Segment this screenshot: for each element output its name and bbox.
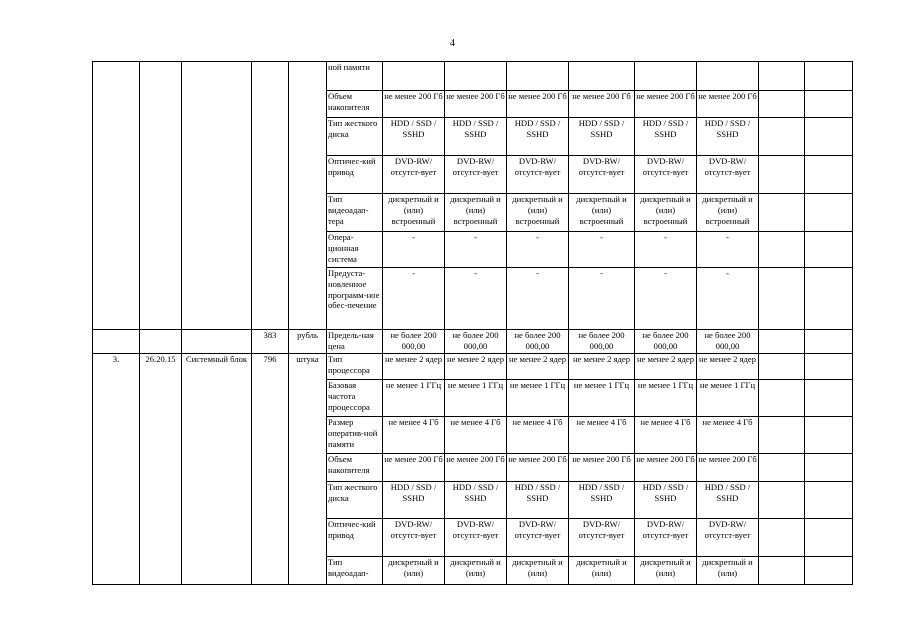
value-cell: дискретный и (или) встроенный bbox=[635, 194, 697, 232]
okpd-code: 26.20.15 bbox=[140, 354, 182, 585]
item-number: 3. bbox=[93, 354, 140, 585]
characteristic-label: ной памяти bbox=[327, 62, 383, 91]
value-cell: не менее 200 Гб bbox=[445, 454, 507, 482]
value-cell: не менее 4 Гб bbox=[697, 417, 759, 454]
value-cell: DVD-RW/отсутст-вует bbox=[507, 519, 569, 557]
characteristics-table bbox=[92, 61, 853, 585]
value-cell: дискретный и (или) bbox=[383, 557, 445, 585]
value-cell: не менее 1 ГГц bbox=[445, 380, 507, 417]
value-cell: HDD / SSD / SSHD bbox=[697, 482, 759, 519]
value-cell: не менее 200 Гб bbox=[383, 454, 445, 482]
value-cell: дискретный и (или) bbox=[445, 557, 507, 585]
value-cell: HDD / SSD / SSHD bbox=[445, 118, 507, 156]
value-cell: не менее 4 Гб bbox=[569, 417, 635, 454]
okpd-cell bbox=[140, 62, 182, 330]
value-cell: дискретный и (или) bbox=[635, 557, 697, 585]
value-cell: не менее 4 Гб bbox=[383, 417, 445, 454]
characteristic-label: Оптичес-кий привод bbox=[327, 519, 383, 557]
empty-cell bbox=[805, 268, 853, 330]
value-cell: - bbox=[507, 268, 569, 330]
value-cell: - bbox=[445, 232, 507, 268]
value-cell: DVD-RW/отсутст-вует bbox=[635, 519, 697, 557]
value-cell: DVD-RW/отсутст-вует bbox=[569, 519, 635, 557]
value-cell: - bbox=[445, 268, 507, 330]
empty-cell bbox=[759, 417, 805, 454]
value-cell: - bbox=[383, 232, 445, 268]
value-cell: HDD / SSD / SSHD bbox=[445, 482, 507, 519]
value-cell: дискретный и (или) встроенный bbox=[697, 194, 759, 232]
code-cell: 383 bbox=[252, 330, 289, 354]
unit-code: 796 bbox=[252, 354, 289, 585]
value-cell: дискретный и (или) встроенный bbox=[383, 194, 445, 232]
value-cell: DVD-RW/отсутст-вует bbox=[507, 156, 569, 194]
value-cell: - bbox=[569, 232, 635, 268]
value-cell: - bbox=[507, 232, 569, 268]
value-cell: дискретный и (или) bbox=[697, 557, 759, 585]
empty-cell bbox=[805, 557, 853, 585]
value-cell: не менее 1 ГГц bbox=[569, 380, 635, 417]
empty-cell bbox=[759, 380, 805, 417]
value-cell: HDD / SSD / SSHD bbox=[569, 482, 635, 519]
value-cell: не менее 2 ядер bbox=[507, 354, 569, 380]
value-cell: не менее 1 ГГц bbox=[635, 380, 697, 417]
value-cell: HDD / SSD / SSHD bbox=[383, 482, 445, 519]
value-cell: не менее 200 Гб bbox=[507, 91, 569, 118]
value-cell: не менее 2 ядер bbox=[697, 354, 759, 380]
value-cell: не менее 1 ГГц bbox=[507, 380, 569, 417]
page-number: 4 bbox=[450, 38, 455, 49]
unit-cell: рубль bbox=[289, 330, 327, 354]
value-cell: не менее 4 Гб bbox=[507, 417, 569, 454]
value-cell: дискретный и (или) встроенный bbox=[507, 194, 569, 232]
value-cell: не менее 200 Гб bbox=[697, 454, 759, 482]
value-cell: HDD / SSD / SSHD bbox=[507, 118, 569, 156]
value-cell: дискретный и (или) встроенный bbox=[445, 194, 507, 232]
value-cell: не более 200 000,00 bbox=[445, 330, 507, 354]
empty-cell bbox=[805, 417, 853, 454]
empty-cell bbox=[805, 118, 853, 156]
value-cell: DVD-RW/отсутст-вует bbox=[383, 519, 445, 557]
value-cell: не менее 200 Гб bbox=[635, 91, 697, 118]
empty-cell bbox=[759, 268, 805, 330]
value-cell: не более 200 000,00 bbox=[569, 330, 635, 354]
value-cell bbox=[697, 62, 759, 91]
code-cell bbox=[252, 62, 289, 330]
value-cell: не менее 200 Гб bbox=[507, 454, 569, 482]
characteristic-label: Объем накопителя bbox=[327, 454, 383, 482]
empty-cell bbox=[805, 519, 853, 557]
value-cell: не менее 200 Гб bbox=[445, 91, 507, 118]
value-cell: - bbox=[383, 268, 445, 330]
value-cell: не более 200 000,00 bbox=[697, 330, 759, 354]
value-cell: HDD / SSD / SSHD bbox=[383, 118, 445, 156]
empty-cell bbox=[759, 330, 805, 354]
value-cell: - bbox=[635, 232, 697, 268]
value-cell: дискретный и (или) встроенный bbox=[569, 194, 635, 232]
empty-cell bbox=[805, 482, 853, 519]
characteristic-label: Предуста-новленное программ-ное обес-печение bbox=[327, 268, 383, 330]
empty-cell bbox=[805, 62, 853, 91]
value-cell: не более 200 000,00 bbox=[383, 330, 445, 354]
value-cell: HDD / SSD / SSHD bbox=[697, 118, 759, 156]
empty-cell bbox=[759, 482, 805, 519]
empty-cell bbox=[759, 118, 805, 156]
value-cell: не менее 2 ядер bbox=[383, 354, 445, 380]
value-cell: не менее 1 ГГц bbox=[383, 380, 445, 417]
value-cell: HDD / SSD / SSHD bbox=[569, 118, 635, 156]
value-cell: - bbox=[697, 232, 759, 268]
empty-cell bbox=[805, 380, 853, 417]
value-cell: не более 200 000,00 bbox=[635, 330, 697, 354]
characteristic-label: Тип жесткого диска bbox=[327, 482, 383, 519]
okpd-cell bbox=[140, 330, 182, 354]
value-cell: не менее 2 ядер bbox=[445, 354, 507, 380]
table-row bbox=[93, 330, 853, 354]
characteristic-label: Базовая частота процессора bbox=[327, 380, 383, 417]
empty-cell bbox=[759, 519, 805, 557]
empty-cell bbox=[805, 330, 853, 354]
characteristic-label: Объем накопителя bbox=[327, 91, 383, 118]
characteristic-label: Тип видеоадап- bbox=[327, 557, 383, 585]
num-cell bbox=[93, 330, 140, 354]
empty-cell bbox=[805, 232, 853, 268]
value-cell bbox=[635, 62, 697, 91]
value-cell: не менее 2 ядер bbox=[569, 354, 635, 380]
characteristic-label: Размер оператив-ной памяти bbox=[327, 417, 383, 454]
value-cell: не менее 4 Гб bbox=[445, 417, 507, 454]
characteristic-label: Тип видеоадап-тера bbox=[327, 194, 383, 232]
empty-cell bbox=[805, 194, 853, 232]
value-cell: DVD-RW/отсутст-вует bbox=[697, 156, 759, 194]
empty-cell bbox=[759, 62, 805, 91]
characteristic-label: Предель-ная цена bbox=[327, 330, 383, 354]
characteristic-label: Оптичес-кий привод bbox=[327, 156, 383, 194]
value-cell: не более 200 000,00 bbox=[507, 330, 569, 354]
characteristic-label: Опера-ционная система bbox=[327, 232, 383, 268]
value-cell: дискретный и (или) bbox=[569, 557, 635, 585]
value-cell bbox=[383, 62, 445, 91]
table-row bbox=[93, 62, 853, 91]
value-cell: не менее 200 Гб bbox=[569, 454, 635, 482]
value-cell: - bbox=[697, 268, 759, 330]
table-row bbox=[93, 354, 853, 380]
value-cell: DVD-RW/отсутст-вует bbox=[383, 156, 445, 194]
value-cell bbox=[445, 62, 507, 91]
value-cell: не менее 200 Гб bbox=[383, 91, 445, 118]
empty-cell bbox=[759, 354, 805, 380]
empty-cell bbox=[759, 156, 805, 194]
unit-cell bbox=[289, 62, 327, 330]
value-cell: не менее 200 Гб bbox=[697, 91, 759, 118]
empty-cell bbox=[759, 91, 805, 118]
value-cell: не менее 200 Гб bbox=[635, 454, 697, 482]
value-cell bbox=[507, 62, 569, 91]
characteristic-label: Тип жесткого диска bbox=[327, 118, 383, 156]
empty-cell bbox=[759, 557, 805, 585]
table-body bbox=[93, 62, 853, 585]
value-cell: DVD-RW/отсутст-вует bbox=[697, 519, 759, 557]
value-cell: не менее 200 Гб bbox=[569, 91, 635, 118]
value-cell: не менее 1 ГГц bbox=[697, 380, 759, 417]
value-cell: HDD / SSD / SSHD bbox=[635, 118, 697, 156]
value-cell: не менее 2 ядер bbox=[635, 354, 697, 380]
value-cell: DVD-RW/отсутст-вует bbox=[635, 156, 697, 194]
empty-cell bbox=[759, 454, 805, 482]
value-cell: - bbox=[635, 268, 697, 330]
value-cell: DVD-RW/отсутст-вует bbox=[445, 156, 507, 194]
value-cell: DVD-RW/отсутст-вует bbox=[445, 519, 507, 557]
name-cell bbox=[182, 330, 252, 354]
item-name: Системный блок bbox=[182, 354, 252, 585]
name-cell bbox=[182, 62, 252, 330]
empty-cell bbox=[805, 354, 853, 380]
value-cell: - bbox=[569, 268, 635, 330]
value-cell: HDD / SSD / SSHD bbox=[507, 482, 569, 519]
value-cell: HDD / SSD / SSHD bbox=[635, 482, 697, 519]
empty-cell bbox=[805, 91, 853, 118]
num-cell bbox=[93, 62, 140, 330]
unit-name: штука bbox=[289, 354, 327, 585]
value-cell bbox=[569, 62, 635, 91]
empty-cell bbox=[805, 156, 853, 194]
value-cell: DVD-RW/отсутст-вует bbox=[569, 156, 635, 194]
value-cell: не менее 4 Гб bbox=[635, 417, 697, 454]
empty-cell bbox=[759, 194, 805, 232]
empty-cell bbox=[805, 454, 853, 482]
value-cell: дискретный и (или) bbox=[507, 557, 569, 585]
empty-cell bbox=[759, 232, 805, 268]
characteristic-label: Тип процессора bbox=[327, 354, 383, 380]
